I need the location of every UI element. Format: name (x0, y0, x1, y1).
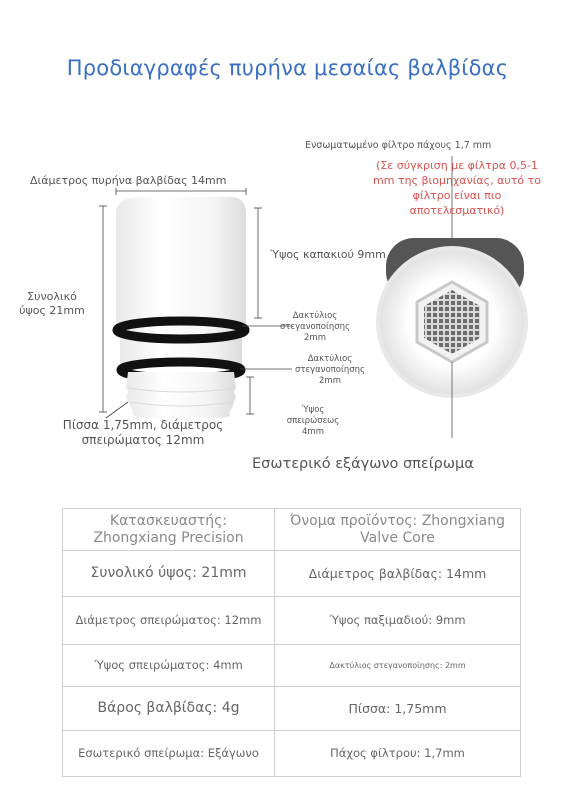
table-row (63, 551, 521, 597)
valve-diameter-label: Διάμετρος πυρήνα βαλβίδας 14mm (30, 174, 227, 187)
spec-manufacturer: Κατασκευαστής: Zhongxiang Precision (63, 509, 275, 551)
total-height-label: Συνολικό ύψος 21mm (19, 290, 85, 317)
spec-thread-height: Ύψος σπειρώματος: 4mm (63, 645, 275, 687)
page-title: Προδιαγραφές πυρήνα μεσαίας βαλβίδας (66, 56, 509, 80)
spec-pitch: Πίσσα: 1,75mm (275, 687, 521, 731)
spec-filter-thickness: Πάχος φίλτρου: 1,7mm (275, 731, 521, 777)
spec-seal-ring: Δακτύλιος στεγανοποίησης: 2mm (275, 645, 521, 687)
spec-table (62, 508, 521, 777)
seal-ring-2-label: Δακτύλιος στεγανοποίησης 2mm (294, 354, 366, 386)
filter-note: (Σε σύγκριση με φίλτρα 0,5-1 mm της βιομηχανίας, αυτό το φίλτρο είναι πιο αποτελεσματικό) (373, 159, 541, 217)
table-row (63, 687, 521, 731)
spec-valve-diameter: Διάμετρος βαλβίδας: 14mm (275, 551, 521, 597)
table-row (63, 645, 521, 687)
thread-spec-label: Πίσσα 1,75mm, διάμετρος σπειρώματος 12mm (62, 418, 224, 447)
table-row (63, 509, 521, 551)
spec-total-height: Συνολικό ύψος: 21mm (63, 551, 275, 597)
thread-height-label: Ύψος σπειρώσεως 4mm (286, 405, 340, 437)
spec-valve-weight: Βάρος βαλβίδας: 4g (63, 687, 275, 731)
table-row (63, 597, 521, 645)
spec-thread-diameter: Διάμετρος σπειρώματος: 12mm (63, 597, 275, 645)
spec-inner-thread: Εσωτερικό σπείρωμα: Εξάγωνο (63, 731, 275, 777)
seal-ring-1-label: Δακτύλιος στεγανοποίησης 2mm (279, 311, 351, 343)
inner-thread-caption: Εσωτερικό εξάγωνο σπείρωμα (252, 456, 474, 472)
spec-product-name: Όνομα προϊόντος: Zhongxiang Valve Core (275, 509, 521, 551)
filter-label: Ενσωματωμένο φίλτρο πάχους 1,7 mm (305, 140, 492, 151)
valve-side-view (116, 197, 246, 418)
cap-height-label: Ύψος καπακιού 9mm (270, 248, 386, 261)
table-row (63, 731, 521, 777)
spec-nut-height: Ύψος παξιμαδιού: 9mm (275, 597, 521, 645)
